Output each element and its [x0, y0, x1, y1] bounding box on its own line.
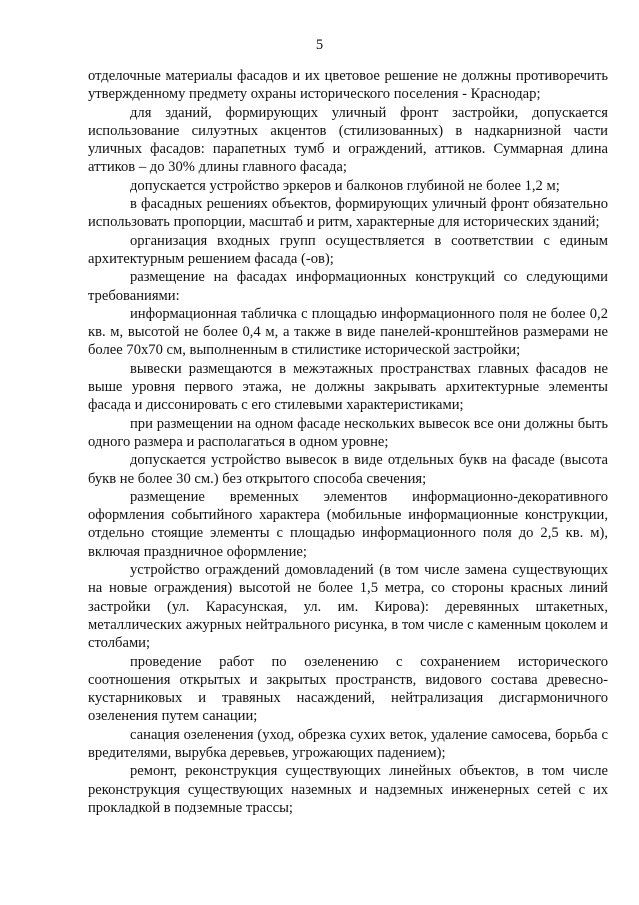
paragraph-multiple-signboards: при размещении на одном фасаде нескольких вывесок все они должны быть одного размера и располагаться в одном уровне;: [88, 415, 608, 450]
paragraph-silhouette-accents: для зданий, формирующих уличный фронт застройки, допускается использование силуэтных акцентов (стилизованных) в надкарнизной части уличных фасадов: парапетных тумб и ограждений, аттиков. Суммарная длина аттиков – до 30% длины главного фасада;: [88, 104, 608, 176]
page-number: 5: [315, 37, 324, 53]
paragraph-letter-signboards: допускается устройство вывесок в виде отдельных букв на фасаде (высота букв не более 30 см.) без открытого способа свечения;: [88, 452, 608, 487]
paragraph-greenery-sanitation: санация озеленения (уход, обрезка сухих веток, удаление самосева, борьба с вредителями, вырубка деревьев, угрожающих падением);: [88, 726, 608, 761]
paragraph-proportions-scale-rhythm: в фасадных решениях объектов, формирующих уличный фронт обязательно использовать пропорции, масштаб и ритм, характерные для исторических зданий;: [88, 196, 608, 231]
paragraph-signboard-placement: вывески размещаются в межэтажных пространствах главных фасадов не выше уровня первого этажа, не должны закрывать архитектурные элементы фасада и диссонировать с его стилевыми характеристиками;: [88, 360, 608, 414]
paragraph-information-plate: информационная табличка с площадью информационного поля не более 0,2 кв. м, высотой не более 0,4 м, а также в виде панелей-кронштейнов размерами не более 70х70 см, выполненным в стилистике исторической застройки;: [88, 305, 608, 359]
paragraph-fences: устройство ограждений домовладений (в том числе замена существующих на новые ограждения) высотой не более 1,5 метра, со стороны красных линий застройки (ул. Карасунская, ул. им. Кирова): деревянных штакетных, металлических ажурных нейтрального рисунка, в том числе с каменным цоколем и столбами;: [88, 562, 608, 652]
paragraph-linear-objects-repair: ремонт, реконструкция существующих линейных объектов, в том числе реконструкция существующих наземных и надземных инженерных сетей с их прокладкой в подземные трассы;: [88, 763, 608, 816]
paragraph-entrance-groups: организация входных групп осуществляется в соответствии с единым архитектурным решением фасада (-ов);: [88, 232, 608, 267]
paragraph-bay-windows-balconies: допускается устройство эркеров и балконов глубиной не более 1,2 м;: [130, 177, 560, 194]
paragraph-temporary-decoration: размещение временных элементов информационно-декоративного оформления событийного характера (мобильные информационные конструкции, отдельно стоящие элементы с площадью информационного поля до 2,5 кв. м), включая праздничное оформление;: [88, 488, 608, 560]
paragraph-information-structures: размещение на фасадах информационных конструкций со следующими требованиями:: [88, 269, 608, 304]
document-body: [88, 67, 608, 817]
paragraph-landscaping: проведение работ по озеленению с сохранением исторического соотношения открытых и закрытых пространств, видового состава древесно-кустарниковых и травяных насаждений, нейтрализация дисгармоничного озеленения путем санации;: [88, 653, 608, 725]
paragraph-facade-materials: отделочные материалы фасадов и их цветовое решение не должны противоречить утвержденному предмету охраны исторического поселения - Краснодар;: [88, 68, 608, 103]
